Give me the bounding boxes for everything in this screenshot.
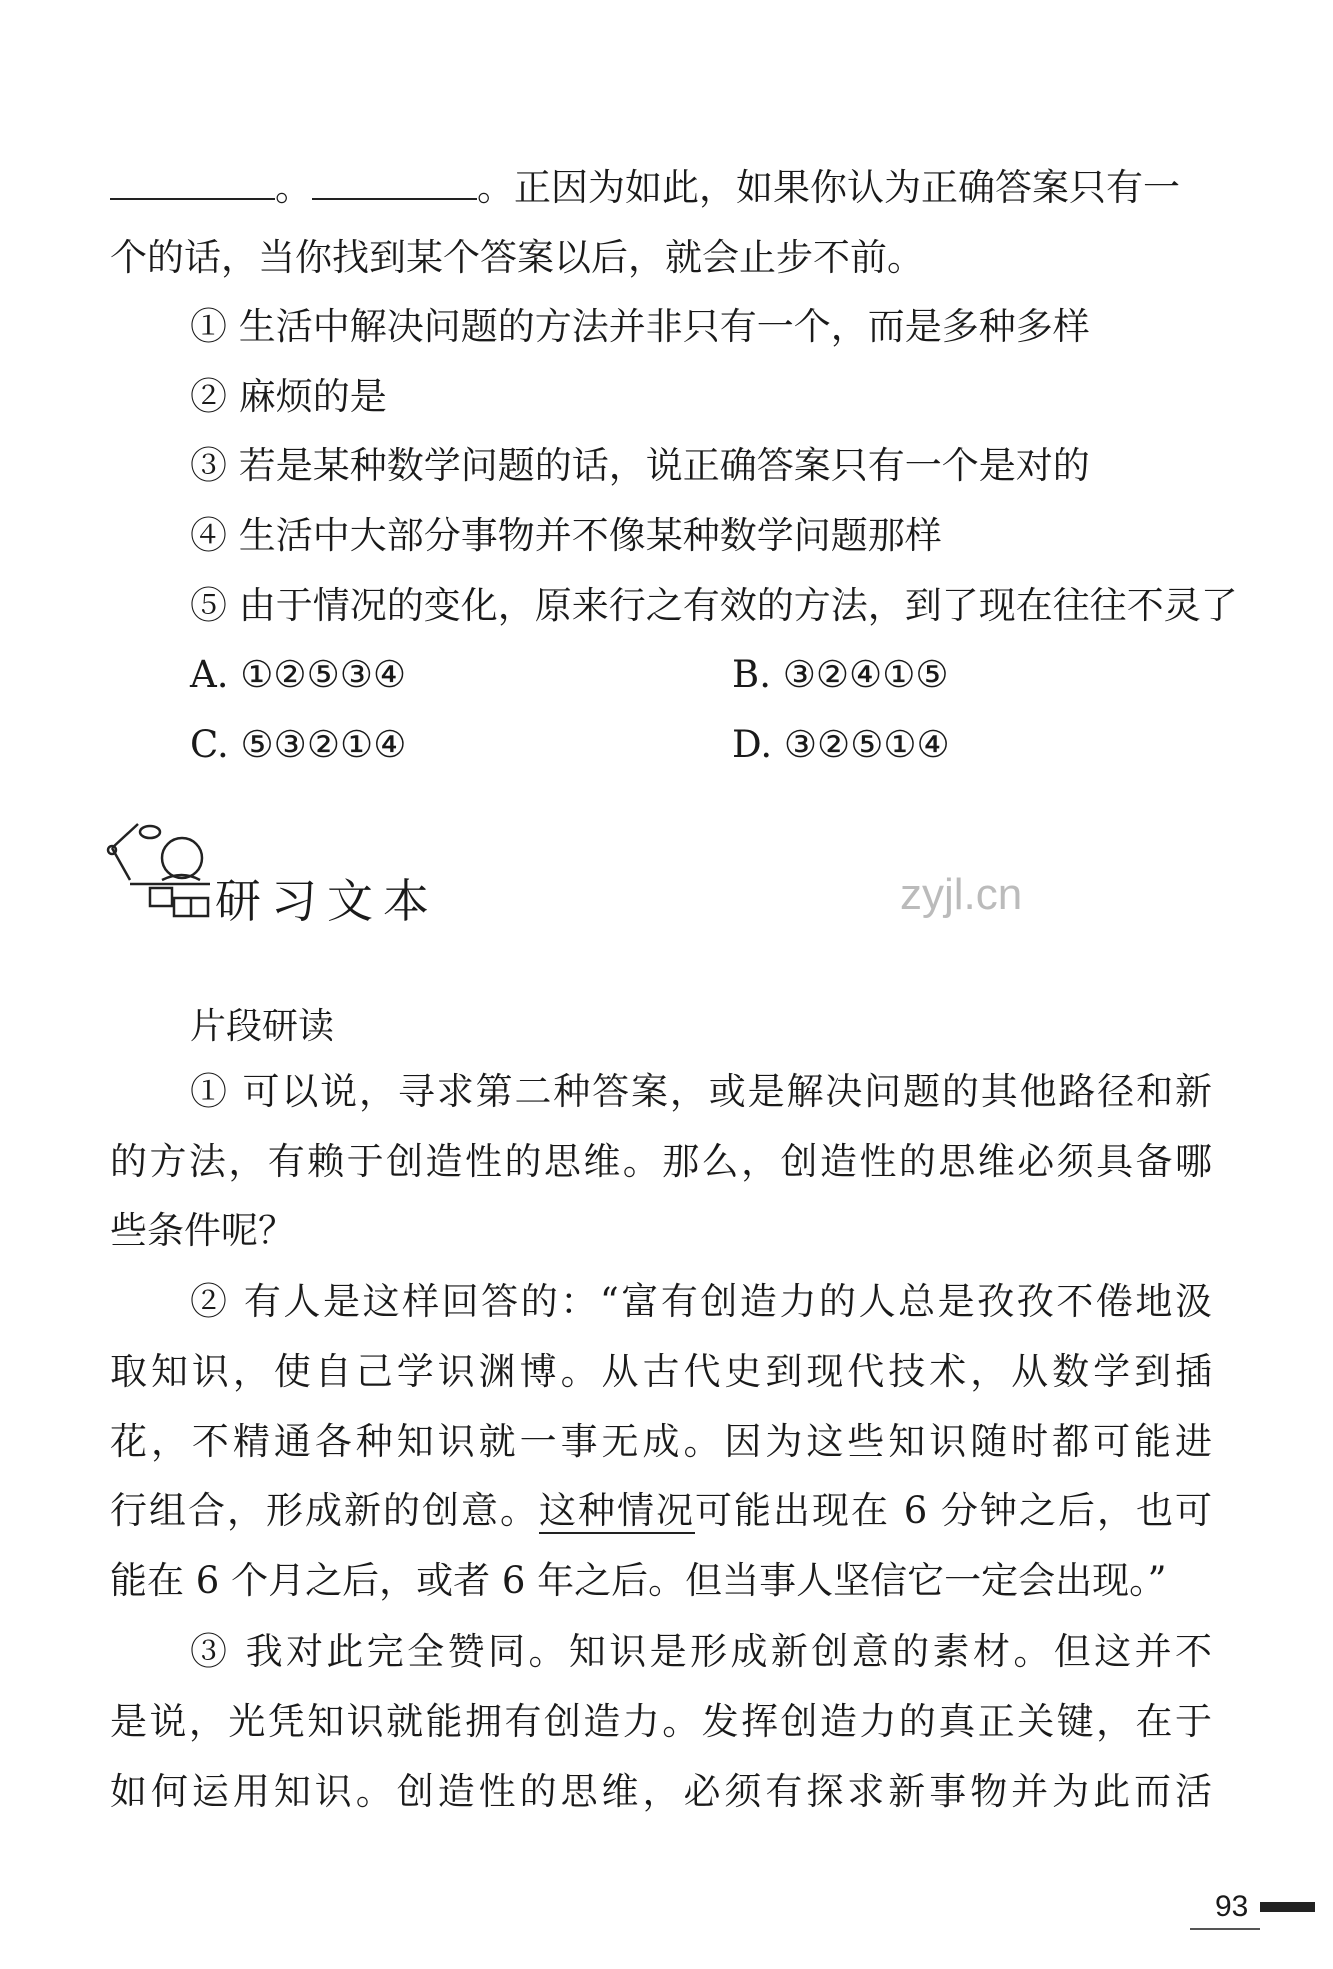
option-a[interactable]: A. ①②⑤③④ <box>190 653 407 696</box>
para-line: 是说，光凭知识就能拥有创造力。发挥创造力的真正关键，在于 <box>110 1700 1212 1743</box>
sep: 。 <box>275 166 312 209</box>
subheading: 片段研读 <box>190 1006 335 1047</box>
option-c[interactable]: C. ⑤③②①④ <box>190 723 407 766</box>
item-4: ④ 生活中大部分事物并不像某种数学问题那样 <box>190 514 942 557</box>
para-line: 些条件呢？ <box>110 1209 295 1252</box>
para-line: 能在 6 个月之后，或者 6 年之后。但当事人坚信它一定会出现。” <box>110 1559 1167 1602</box>
student-reading-icon <box>100 820 220 920</box>
item-2: ② 麻烦的是 <box>190 375 387 418</box>
text: 行组合，形成新的创意。 <box>110 1489 539 1532</box>
watermark: zyjl.cn <box>900 870 1023 919</box>
page-bar <box>1260 1902 1315 1912</box>
question-line-1 <box>110 165 1212 211</box>
para-line: ② 有人是这样回答的：“富有创造力的人总是孜孜不倦地汲 <box>190 1280 1212 1323</box>
para-line: 花，不精通各种知识就一事无成。因为这些知识随时都可能进 <box>110 1420 1212 1463</box>
option-b[interactable]: B. ③②④①⑤ <box>732 653 949 696</box>
answer-blank-1[interactable] <box>110 168 275 200</box>
para-line: 如何运用知识。创造性的思维，必须有探求新事物并为此而活 <box>110 1770 1212 1813</box>
answer-blank-2[interactable] <box>312 168 477 200</box>
section-heading: 研习文本 <box>215 874 439 928</box>
item-5: ⑤ 由于情况的变化，原来行之有效的方法，到了现在往往不灵了 <box>190 584 1238 627</box>
item-1: ① 生活中解决问题的方法并非只有一个，而是多种多样 <box>190 305 1090 348</box>
para-line-underlined <box>110 1488 1212 1534</box>
page-number: 93 <box>1215 1890 1249 1923</box>
item-3: ③ 若是某种数学问题的话，说正确答案只有一个是对的 <box>190 444 1090 487</box>
para-line: ③ 我对此完全赞同。知识是形成新创意的素材。但这并不 <box>190 1630 1212 1673</box>
para-line: 取知识，使自己学识渊博。从古代史到现代技术，从数学到插 <box>110 1350 1212 1393</box>
para-line: 的方法，有赖于创造性的思维。那么，创造性的思维必须具备哪 <box>110 1140 1212 1183</box>
underlined-phrase: 这种情况 <box>538 1489 695 1532</box>
option-d[interactable]: D. ③②⑤①④ <box>732 723 950 766</box>
question-text: 。正因为如此，如果你认为正确答案只有一 <box>477 166 1180 209</box>
page-divider <box>1190 1928 1260 1930</box>
text: 可能出现在 6 分钟之后，也可 <box>694 1489 1213 1532</box>
question-line-2: 个的话，当你找到某个答案以后，就会止步不前。 <box>110 236 924 279</box>
para-line: ① 可以说，寻求第二种答案，或是解决问题的其他路径和新 <box>190 1070 1212 1113</box>
